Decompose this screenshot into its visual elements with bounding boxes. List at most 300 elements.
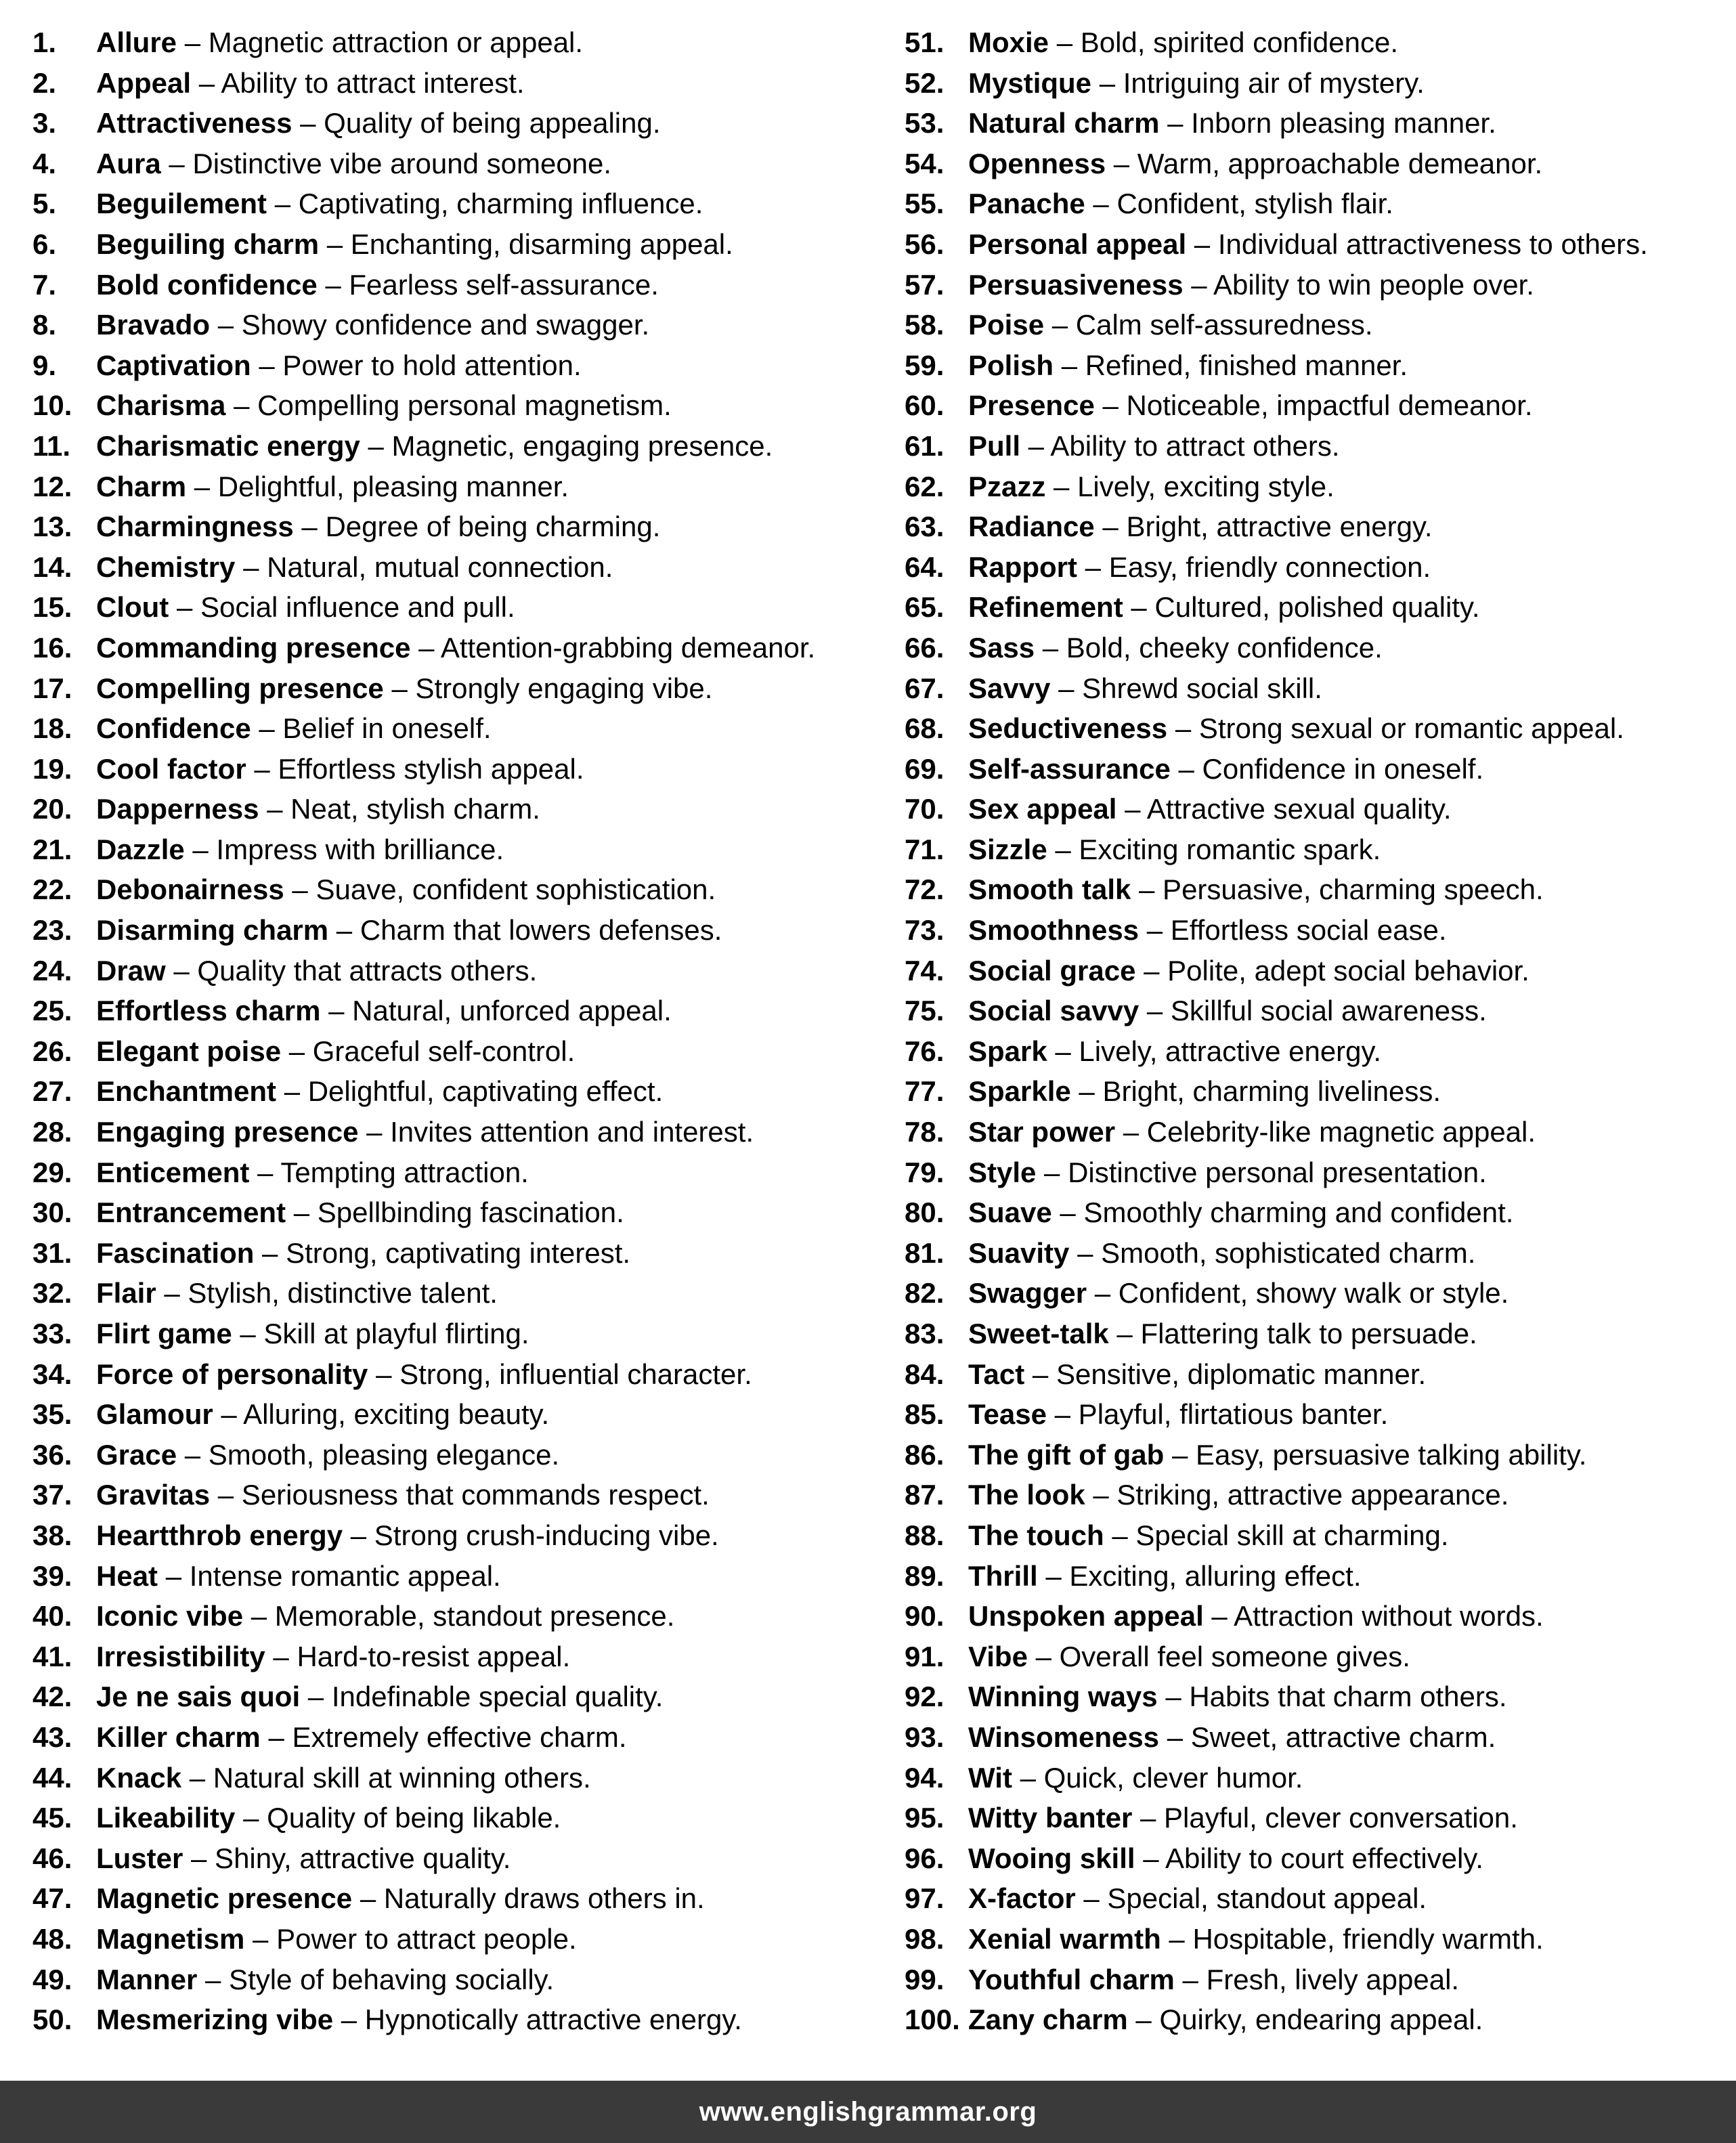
item-term: X-factor bbox=[968, 1882, 1076, 1915]
list-item bbox=[32, 547, 868, 588]
list-item bbox=[905, 385, 1736, 426]
item-term: Sass bbox=[968, 631, 1035, 664]
item-term: Social grace bbox=[968, 954, 1136, 987]
item-number: 92. bbox=[905, 1681, 945, 1713]
item-definition: – Magnetic, engaging presence. bbox=[360, 429, 773, 462]
item-definition: – Graceful self-control. bbox=[281, 1035, 576, 1067]
item-term: Killer charm bbox=[96, 1720, 261, 1753]
list-item bbox=[32, 1758, 868, 1798]
item-text bbox=[96, 1515, 719, 1556]
item-text bbox=[968, 829, 1381, 870]
item-number: 28. bbox=[32, 1116, 72, 1148]
item-definition: – Habits that charm others. bbox=[1157, 1681, 1507, 1713]
item-definition: – Effortless stylish appeal. bbox=[246, 752, 584, 785]
item-definition: – Seriousness that commands respect. bbox=[210, 1479, 710, 1511]
item-number: 12. bbox=[32, 470, 72, 502]
list-item bbox=[905, 1233, 1736, 1274]
item-number: 76. bbox=[905, 1035, 945, 1067]
item-definition: – Style of behaving socially. bbox=[197, 1963, 555, 1995]
item-text bbox=[96, 103, 661, 144]
item-definition: – Skill at playful flirting. bbox=[232, 1318, 529, 1349]
item-number: 27. bbox=[32, 1075, 72, 1108]
item-number: 91. bbox=[905, 1640, 945, 1672]
item-number: 47. bbox=[32, 1882, 72, 1915]
item-definition: – Extremely effective charm. bbox=[260, 1720, 627, 1753]
item-number: 100. bbox=[905, 2004, 960, 2036]
item-definition: – Smooth, sophisticated charm. bbox=[1069, 1236, 1476, 1269]
item-text bbox=[96, 1878, 705, 1919]
item-text bbox=[96, 869, 716, 910]
item-definition: – Naturally draws others in. bbox=[352, 1882, 705, 1915]
list-item bbox=[905, 628, 1736, 668]
item-number: 87. bbox=[905, 1479, 945, 1511]
item-text bbox=[96, 1717, 627, 1758]
item-definition: – Quality of being likable. bbox=[235, 1802, 561, 1834]
item-text bbox=[968, 668, 1322, 709]
item-definition: – Attractive sexual quality. bbox=[1116, 793, 1452, 825]
item-text bbox=[96, 1960, 554, 2000]
item-number: 93. bbox=[905, 1720, 945, 1753]
list-item bbox=[32, 628, 868, 668]
item-term: Appeal bbox=[96, 66, 192, 99]
item-term: Natural charm bbox=[968, 107, 1160, 139]
list-item bbox=[905, 991, 1736, 1031]
item-term: Panache bbox=[968, 188, 1085, 220]
list-item bbox=[32, 1192, 868, 1233]
item-number: 77. bbox=[905, 1075, 945, 1108]
item-term: Enticement bbox=[96, 1156, 250, 1188]
item-term: The look bbox=[968, 1479, 1085, 1511]
item-term: Debonairness bbox=[96, 873, 284, 906]
item-text bbox=[968, 144, 1542, 184]
item-text bbox=[968, 1515, 1449, 1556]
item-definition: – Quality that attracts others. bbox=[165, 954, 538, 987]
item-text bbox=[96, 1273, 498, 1314]
item-text bbox=[968, 1354, 1426, 1395]
item-text bbox=[96, 467, 569, 507]
item-definition: – Social influence and pull. bbox=[169, 591, 515, 624]
item-definition: – Natural, mutual connection. bbox=[235, 550, 613, 583]
item-definition: – Smooth, pleasing elegance. bbox=[177, 1438, 560, 1471]
list-item bbox=[32, 587, 868, 628]
item-number: 4. bbox=[32, 147, 57, 179]
item-term: The gift of gab bbox=[968, 1438, 1165, 1471]
item-term: Gravitas bbox=[96, 1479, 211, 1511]
item-definition: – Playful, flirtatious banter. bbox=[1046, 1398, 1389, 1431]
list-item bbox=[905, 1676, 1736, 1717]
item-term: Bold confidence bbox=[96, 268, 318, 301]
item-definition: – Bright, attractive energy. bbox=[1094, 511, 1433, 543]
item-number: 6. bbox=[32, 228, 57, 260]
item-number: 1. bbox=[32, 26, 57, 58]
item-text bbox=[96, 1112, 754, 1152]
item-term: Clout bbox=[96, 591, 169, 624]
item-text bbox=[968, 869, 1544, 910]
item-term: Youthful charm bbox=[968, 1963, 1175, 1995]
item-number: 14. bbox=[32, 550, 72, 583]
item-definition: – Shiny, attractive quality. bbox=[183, 1842, 511, 1874]
item-term: The touch bbox=[968, 1519, 1104, 1551]
list-item bbox=[905, 265, 1736, 305]
item-text bbox=[968, 1960, 1459, 2000]
item-text bbox=[968, 1314, 1477, 1354]
item-text bbox=[968, 224, 1648, 265]
item-definition: – Quirky, endearing appeal. bbox=[1127, 2004, 1483, 2036]
item-definition: – Intriguing air of mystery. bbox=[1091, 66, 1425, 99]
item-term: Social savvy bbox=[968, 995, 1140, 1027]
item-number: 2. bbox=[32, 66, 57, 99]
item-definition: – Calm self-assuredness. bbox=[1044, 309, 1373, 341]
item-term: Thrill bbox=[968, 1559, 1038, 1592]
item-number: 62. bbox=[905, 470, 945, 502]
item-number: 94. bbox=[905, 1761, 945, 1794]
list-column-left bbox=[0, 22, 868, 2040]
item-definition: – Playful, clever conversation. bbox=[1132, 1802, 1518, 1834]
list-item bbox=[32, 708, 868, 749]
item-number: 64. bbox=[905, 550, 945, 583]
item-number: 38. bbox=[32, 1519, 72, 1551]
item-definition: – Ability to win people over. bbox=[1183, 268, 1534, 301]
item-text bbox=[968, 749, 1483, 789]
item-number: 5. bbox=[32, 188, 57, 220]
item-number: 10. bbox=[32, 389, 72, 422]
item-term: Cool factor bbox=[96, 752, 246, 785]
item-definition: – Suave, confident sophistication. bbox=[284, 873, 716, 906]
item-term: Personal appeal bbox=[968, 228, 1187, 260]
list-item bbox=[905, 1192, 1736, 1233]
item-text bbox=[968, 991, 1487, 1031]
item-text bbox=[96, 345, 582, 386]
list-item bbox=[905, 103, 1736, 144]
item-number: 26. bbox=[32, 1035, 72, 1067]
item-term: Spark bbox=[968, 1035, 1047, 1067]
item-definition: – Quick, clever humor. bbox=[1012, 1761, 1303, 1794]
list-item bbox=[32, 1637, 868, 1677]
item-term: Presence bbox=[968, 389, 1095, 422]
item-definition: – Overall feel someone gives. bbox=[1027, 1640, 1410, 1672]
list-item bbox=[905, 951, 1736, 991]
list-item bbox=[32, 22, 868, 63]
item-number: 40. bbox=[32, 1600, 72, 1632]
item-number: 13. bbox=[32, 511, 72, 543]
item-number: 32. bbox=[32, 1277, 72, 1309]
item-term: Iconic vibe bbox=[96, 1600, 244, 1632]
item-definition: – Exciting, alluring effect. bbox=[1037, 1559, 1362, 1592]
item-definition: – Bold, cheeky confidence. bbox=[1035, 631, 1383, 664]
list-item bbox=[32, 749, 868, 789]
item-definition: – Bold, spirited confidence. bbox=[1049, 26, 1399, 58]
item-text bbox=[968, 1112, 1536, 1152]
item-number: 61. bbox=[905, 429, 945, 462]
item-number: 55. bbox=[905, 188, 945, 220]
item-term: Captivation bbox=[96, 349, 251, 381]
list-item bbox=[905, 1354, 1736, 1395]
item-definition: – Delightful, pleasing manner. bbox=[186, 470, 569, 502]
item-number: 41. bbox=[32, 1640, 72, 1672]
item-number: 74. bbox=[905, 954, 945, 987]
list-item bbox=[905, 1314, 1736, 1354]
item-text bbox=[96, 951, 537, 991]
list-item bbox=[32, 103, 868, 144]
item-text bbox=[96, 1919, 577, 1960]
item-number: 63. bbox=[905, 511, 945, 543]
list-item bbox=[905, 1435, 1736, 1475]
item-term: Refinement bbox=[968, 591, 1123, 624]
item-term: Zany charm bbox=[968, 2004, 1128, 2036]
item-term: Tact bbox=[968, 1358, 1025, 1390]
item-text bbox=[968, 183, 1393, 224]
list-item bbox=[32, 1515, 868, 1556]
item-text bbox=[96, 587, 515, 628]
item-definition: – Strong, captivating interest. bbox=[254, 1236, 631, 1269]
item-text bbox=[96, 506, 660, 547]
item-definition: – Ability to attract others. bbox=[1020, 429, 1340, 462]
item-term: Style bbox=[968, 1156, 1037, 1188]
item-definition: – Special skill at charming. bbox=[1104, 1519, 1449, 1551]
item-number: 71. bbox=[905, 833, 945, 865]
item-definition: – Sweet, attractive charm. bbox=[1159, 1720, 1496, 1753]
item-number: 85. bbox=[905, 1398, 945, 1431]
item-number: 69. bbox=[905, 752, 945, 785]
item-definition: – Indefinable special quality. bbox=[300, 1681, 664, 1713]
item-term: Unspoken appeal bbox=[968, 1600, 1204, 1632]
list-item bbox=[905, 829, 1736, 870]
item-text bbox=[96, 910, 722, 951]
item-text bbox=[96, 1031, 575, 1072]
item-number: 7. bbox=[32, 268, 57, 301]
item-term: Glamour bbox=[96, 1398, 213, 1431]
item-number: 86. bbox=[905, 1438, 945, 1471]
item-definition: – Attraction without words. bbox=[1203, 1600, 1544, 1632]
item-definition: – Enchanting, disarming appeal. bbox=[319, 228, 733, 260]
item-text bbox=[96, 1152, 529, 1193]
item-number: 88. bbox=[905, 1519, 945, 1551]
item-term: Xenial warmth bbox=[968, 1922, 1161, 1955]
item-definition: – Intense romantic appeal. bbox=[158, 1559, 501, 1592]
item-text bbox=[968, 910, 1447, 951]
item-term: Aura bbox=[96, 147, 161, 179]
item-text bbox=[968, 1596, 1544, 1637]
item-definition: – Natural, unforced appeal. bbox=[320, 995, 672, 1027]
list-item bbox=[32, 1676, 868, 1717]
list-item bbox=[905, 467, 1736, 507]
item-definition: – Invites attention and interest. bbox=[358, 1116, 754, 1148]
item-definition: – Polite, adept social behavior. bbox=[1135, 954, 1529, 987]
item-term: Draw bbox=[96, 954, 166, 987]
list-item bbox=[32, 1878, 868, 1919]
item-number: 79. bbox=[905, 1156, 945, 1188]
item-number: 20. bbox=[32, 793, 72, 825]
item-number: 35. bbox=[32, 1398, 72, 1431]
item-text bbox=[96, 547, 613, 588]
item-definition: – Noticeable, impactful demeanor. bbox=[1094, 389, 1533, 422]
item-term: Wit bbox=[968, 1761, 1012, 1794]
item-definition: – Flattering talk to persuade. bbox=[1108, 1318, 1477, 1349]
item-text bbox=[968, 1031, 1381, 1072]
item-number: 95. bbox=[905, 1802, 945, 1834]
list-item bbox=[905, 1838, 1736, 1879]
item-term: Pzazz bbox=[968, 470, 1046, 502]
item-number: 46. bbox=[32, 1842, 72, 1874]
list-item bbox=[905, 1112, 1736, 1152]
item-number: 80. bbox=[905, 1196, 945, 1229]
item-number: 45. bbox=[32, 1802, 72, 1834]
list-item bbox=[32, 426, 868, 467]
item-text bbox=[96, 385, 672, 426]
list-item bbox=[905, 708, 1736, 749]
item-text bbox=[968, 22, 1398, 63]
list-item bbox=[32, 467, 868, 507]
item-definition: – Showy confidence and swagger. bbox=[210, 309, 650, 341]
item-number: 18. bbox=[32, 712, 72, 745]
item-number: 33. bbox=[32, 1318, 72, 1349]
item-term: Knack bbox=[96, 1761, 182, 1794]
item-definition: – Strongly engaging vibe. bbox=[383, 672, 713, 704]
item-term: Suave bbox=[968, 1196, 1052, 1229]
item-text bbox=[968, 1475, 1509, 1515]
list-item bbox=[905, 749, 1736, 789]
item-number: 78. bbox=[905, 1116, 945, 1148]
item-definition: – Sensitive, diplomatic manner. bbox=[1024, 1358, 1427, 1390]
list-item bbox=[905, 224, 1736, 265]
list-item bbox=[32, 144, 868, 184]
item-definition: – Compelling personal magnetism. bbox=[225, 389, 672, 422]
item-definition: – Special, standout appeal. bbox=[1075, 1882, 1427, 1915]
list-item bbox=[32, 1394, 868, 1435]
item-number: 96. bbox=[905, 1842, 945, 1874]
item-number: 19. bbox=[32, 752, 72, 785]
item-term: Fascination bbox=[96, 1236, 255, 1269]
item-term: Magnetism bbox=[96, 1922, 245, 1955]
item-number: 57. bbox=[905, 268, 945, 301]
item-text bbox=[968, 385, 1533, 426]
list-column-right bbox=[868, 22, 1736, 2040]
item-text bbox=[96, 1758, 591, 1798]
item-number: 25. bbox=[32, 995, 72, 1027]
list-item bbox=[905, 1596, 1736, 1637]
list-item bbox=[32, 506, 868, 547]
item-term: Beguiling charm bbox=[96, 228, 320, 260]
item-definition: – Hospitable, friendly warmth. bbox=[1160, 1922, 1544, 1955]
item-number: 9. bbox=[32, 349, 57, 381]
list-item bbox=[32, 668, 868, 709]
item-text bbox=[968, 1637, 1410, 1677]
item-definition: – Confident, stylish flair. bbox=[1085, 188, 1393, 220]
item-definition: – Smoothly charming and confident. bbox=[1051, 1196, 1514, 1229]
item-definition: – Alluring, exciting beauty. bbox=[213, 1398, 550, 1431]
item-number: 50. bbox=[32, 2004, 72, 2036]
item-definition: – Hard-to-resist appeal. bbox=[265, 1640, 571, 1672]
item-number: 98. bbox=[905, 1922, 945, 1955]
item-text bbox=[96, 183, 703, 224]
item-text bbox=[96, 628, 815, 668]
item-number: 56. bbox=[905, 228, 945, 260]
item-text bbox=[968, 1394, 1388, 1435]
list-item bbox=[32, 1999, 868, 2040]
item-definition: – Lively, exciting style. bbox=[1045, 470, 1334, 502]
list-item bbox=[905, 1758, 1736, 1798]
item-term: Poise bbox=[968, 309, 1045, 341]
item-term: Tease bbox=[968, 1398, 1047, 1431]
item-number: 36. bbox=[32, 1438, 72, 1471]
item-text bbox=[96, 829, 504, 870]
item-number: 43. bbox=[32, 1720, 72, 1753]
list-item bbox=[32, 789, 868, 829]
list-item bbox=[32, 910, 868, 951]
item-definition: – Warm, approachable demeanor. bbox=[1106, 147, 1543, 179]
list-item bbox=[32, 224, 868, 265]
list-item bbox=[32, 1314, 868, 1354]
list-item bbox=[905, 1637, 1736, 1677]
list-item bbox=[32, 1273, 868, 1314]
item-definition: – Memorable, standout presence. bbox=[243, 1600, 675, 1632]
item-number: 21. bbox=[32, 833, 72, 865]
item-definition: – Natural skill at winning others. bbox=[181, 1761, 591, 1794]
item-number: 52. bbox=[905, 66, 945, 99]
list-item bbox=[905, 506, 1736, 547]
item-definition: – Exciting romantic spark. bbox=[1047, 833, 1381, 865]
list-item bbox=[32, 385, 868, 426]
list-item bbox=[32, 1960, 868, 2000]
item-definition: – Easy, friendly connection. bbox=[1077, 550, 1431, 583]
item-number: 60. bbox=[905, 389, 945, 422]
item-number: 70. bbox=[905, 793, 945, 825]
list-item bbox=[905, 1071, 1736, 1112]
item-term: Charisma bbox=[96, 389, 226, 422]
item-text bbox=[968, 951, 1529, 991]
list-item bbox=[32, 1556, 868, 1597]
item-text bbox=[96, 1354, 752, 1395]
item-text bbox=[96, 144, 611, 184]
item-definition: – Power to hold attention. bbox=[251, 349, 582, 381]
item-definition: – Easy, persuasive talking ability. bbox=[1164, 1438, 1587, 1471]
item-term: Sparkle bbox=[968, 1075, 1071, 1108]
item-number: 68. bbox=[905, 712, 945, 745]
item-text bbox=[968, 345, 1408, 386]
item-term: Likeability bbox=[96, 1802, 236, 1834]
item-text bbox=[96, 991, 672, 1031]
item-definition: – Shrewd social skill. bbox=[1050, 672, 1322, 704]
list-item bbox=[32, 1919, 868, 1960]
item-number: 65. bbox=[905, 591, 945, 624]
list-item bbox=[32, 1354, 868, 1395]
item-text bbox=[968, 628, 1383, 668]
item-definition: – Individual attractiveness to others. bbox=[1186, 228, 1648, 260]
item-definition: – Fresh, lively appeal. bbox=[1174, 1963, 1460, 1995]
item-text bbox=[96, 1637, 570, 1677]
item-text bbox=[96, 1556, 501, 1597]
item-term: Openness bbox=[968, 147, 1106, 179]
list-item bbox=[905, 305, 1736, 345]
item-number: 49. bbox=[32, 1963, 72, 1995]
item-text bbox=[968, 1919, 1544, 1960]
list-item bbox=[32, 869, 868, 910]
item-number: 23. bbox=[32, 914, 72, 947]
list-item bbox=[32, 1596, 868, 1637]
item-text bbox=[968, 708, 1624, 749]
item-term: Disarming charm bbox=[96, 914, 329, 947]
item-number: 97. bbox=[905, 1882, 945, 1915]
list-item bbox=[32, 305, 868, 345]
item-term: Charmingness bbox=[96, 511, 294, 543]
item-definition: – Captivating, charming influence. bbox=[267, 188, 703, 220]
list-item bbox=[32, 265, 868, 305]
list-item bbox=[905, 144, 1736, 184]
item-text bbox=[96, 1596, 674, 1637]
item-definition: – Bright, charming liveliness. bbox=[1070, 1075, 1441, 1108]
item-definition: – Stylish, distinctive talent. bbox=[156, 1277, 498, 1309]
item-term: Commanding presence bbox=[96, 631, 411, 664]
